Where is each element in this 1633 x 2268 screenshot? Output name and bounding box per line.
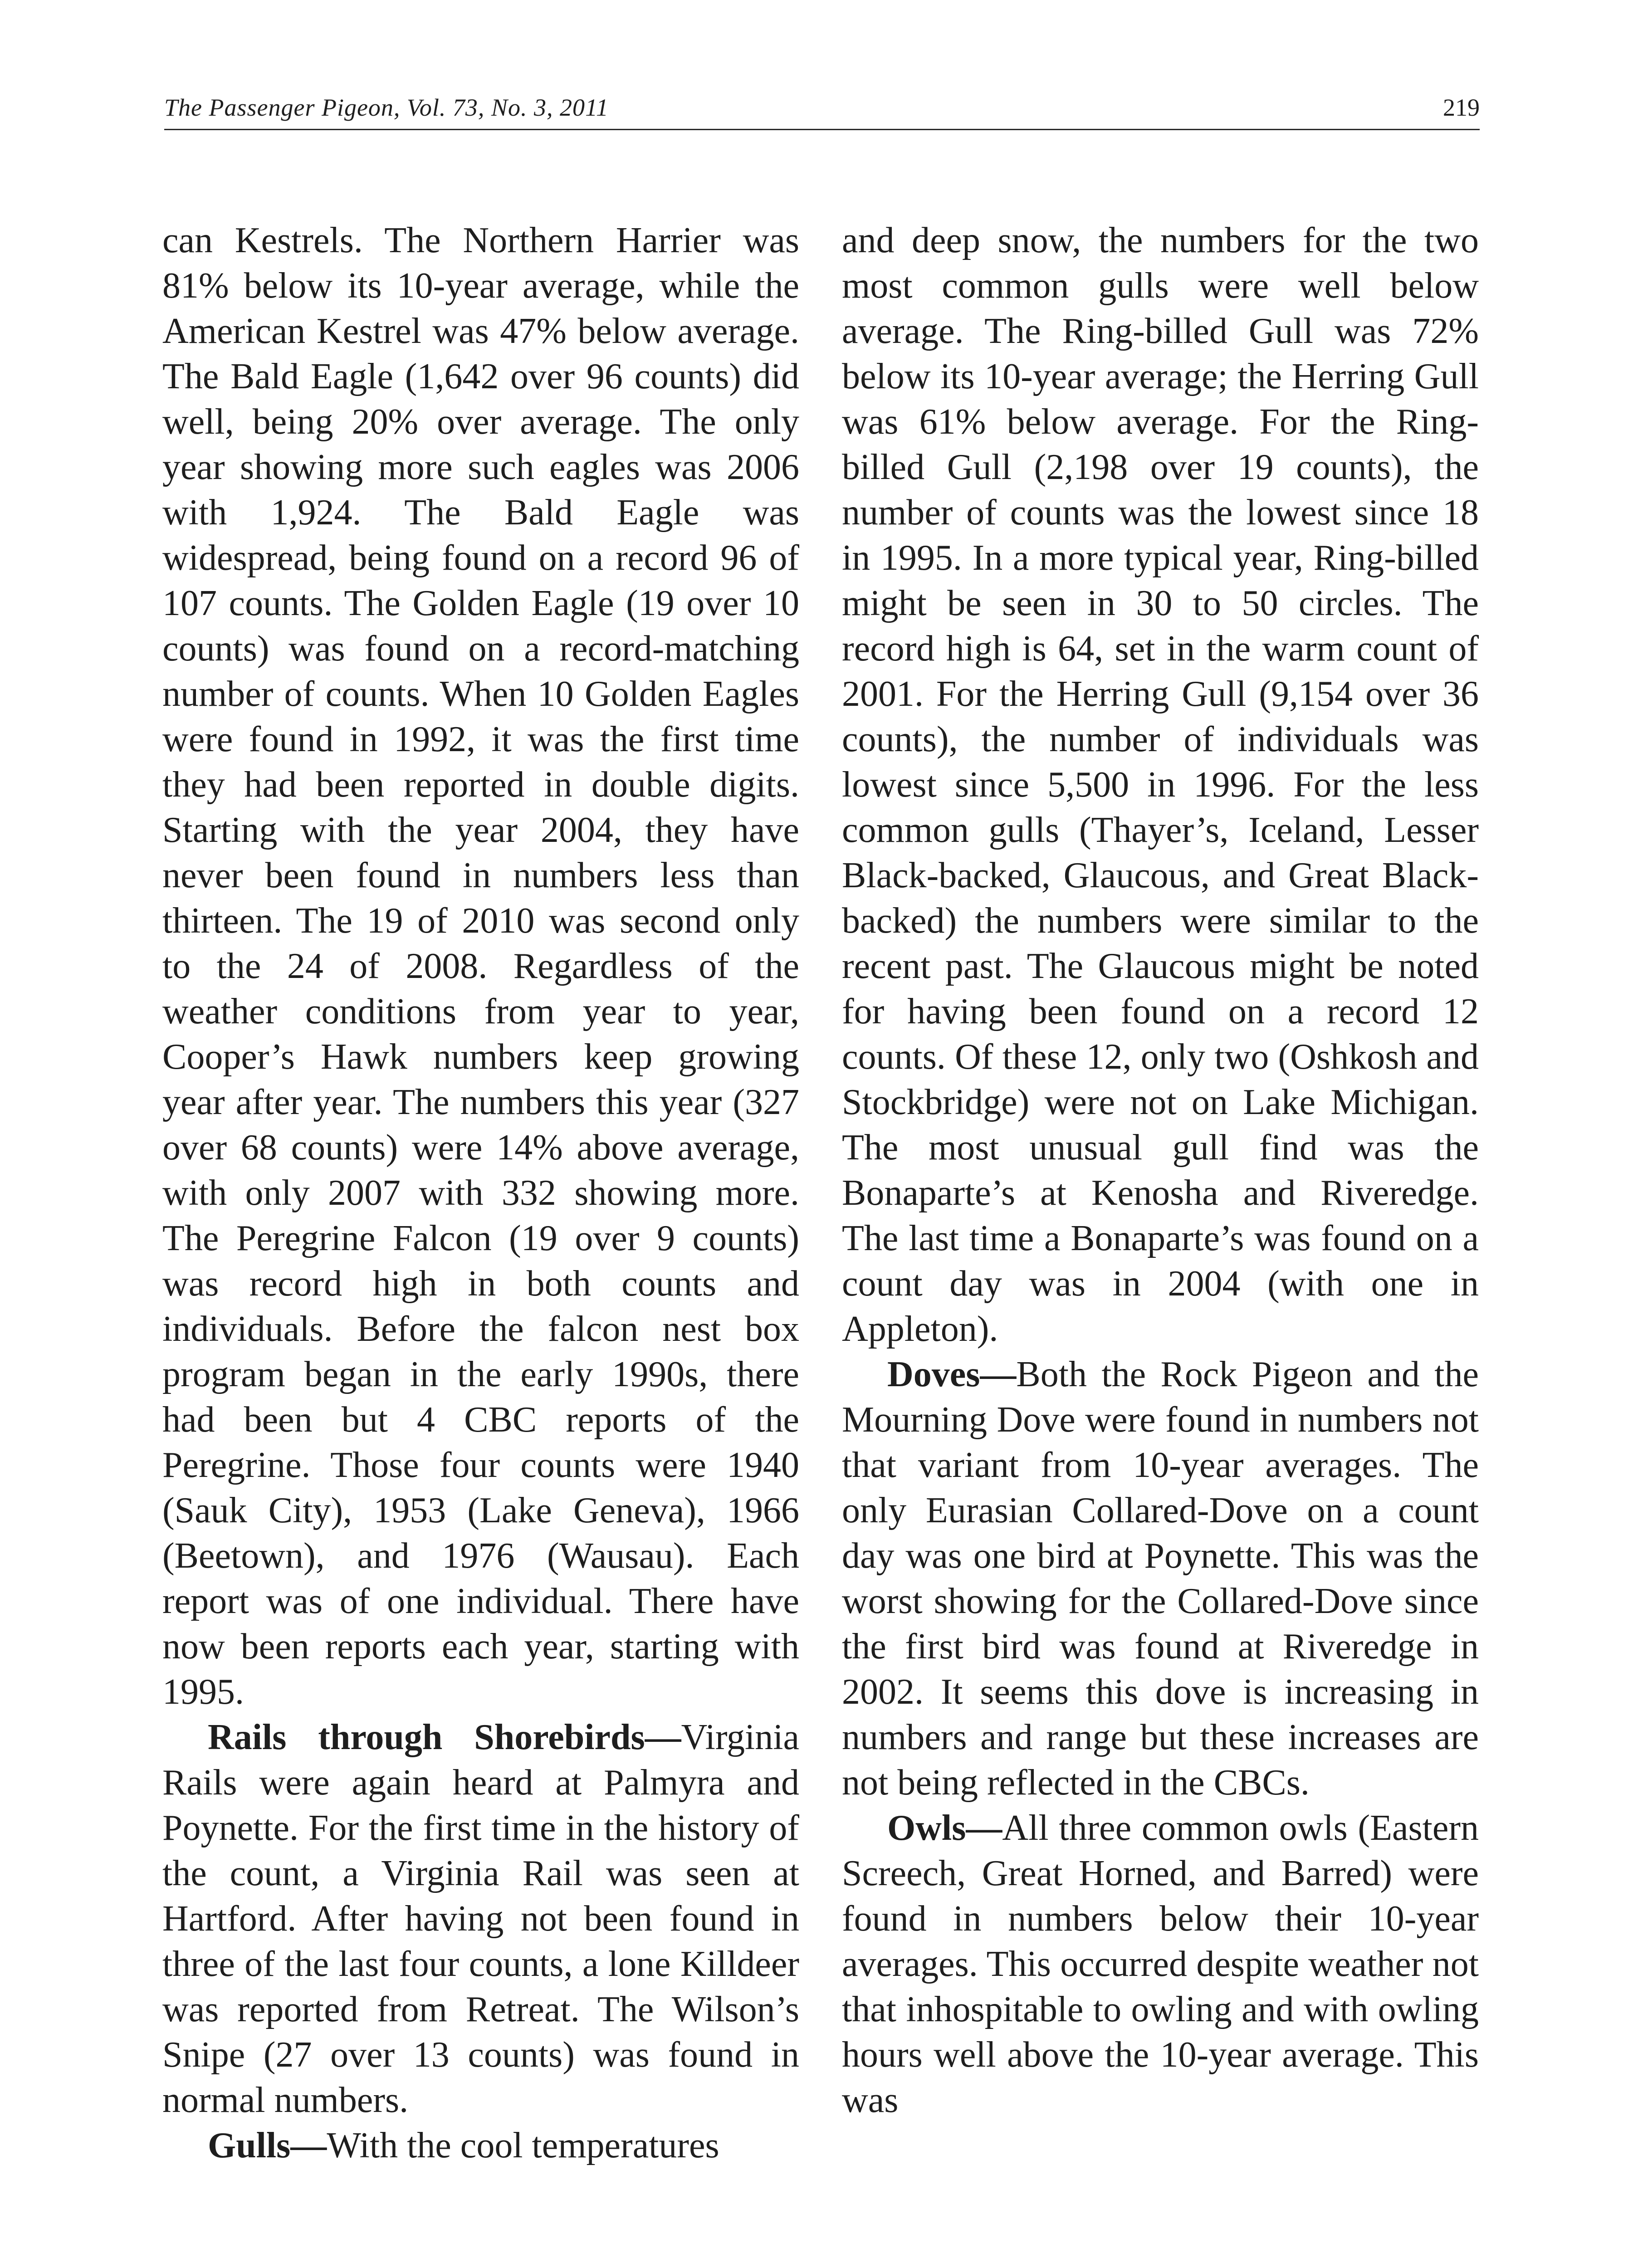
page-number: 219 [1443, 94, 1480, 121]
journal-title: The Passenger Pigeon, Vol. 73, No. 3, 2011 [164, 94, 609, 121]
left-column [162, 218, 799, 2168]
section-heading-gulls: Gulls— [208, 2126, 327, 2165]
paragraph-raptors-continued: can Kestrels. The Northern Harrier was 81% below its 10-year average, while the American Kestrel was 47% below average. The Bald Eagle (1,642 over 96 counts) did well, being 20% over average. The only year showing more such eagles was 2006 with 1,924. The Bald Eagle was widespread, being found on a record 96 of 107 counts. The Golden Eagle (19 over 10 counts) was found on a record-matching number of counts. When 10 Golden Eagles were found in 1992, it was the first time they had been reported in double digits. Starting with the year 2004, they have never been found in numbers less than thirteen. The 19 of 2010 was second only to the 24 of 2008. Regardless of the weather conditions from year to year, Cooper’s Hawk numbers keep growing year after year. The numbers this year (327 over 68 counts) were 14% above average, with only 2007 with 332 showing more. The Peregrine Falcon (19 over 9 counts) was record high in both counts and individuals. Before the falcon nest box program began in the early 1990s, there had been but 4 CBC reports of the Peregrine. Those four counts were 1940 (Sauk City), 1953 (Lake Geneva), 1966 (Beetown), and 1976 (Wausau). Each report was of one individual. There have now been reports each year, starting with 1995. [162, 220, 799, 1712]
paragraph-body: Both the Rock Pigeon and the Mourning Dove were found in numbers not that variant from 10-year averages. The only Eurasian Collared-Dove on a count day was one bird at Poynette. This was the worst showing for the Collared-Dove since the first bird was found at Riveredge in 2002. It seems this dove is increasing in numbers and range but these increases are not being reflected in the CBCs. [842, 1354, 1479, 1803]
section-heading-doves: Doves— [887, 1354, 1017, 1394]
running-header [164, 85, 1480, 130]
paragraph-gulls [162, 2123, 799, 2168]
paragraph-doves [842, 1352, 1479, 1805]
paragraph-gulls-continued: and deep snow, the numbers for the two most common gulls were well below average. The Ring-billed Gull was 72% below its 10-year average; the Herring Gull was 61% below average. For the Ring-billed Gull (2,198 over 19 counts), the number of counts was the lowest since 18 in 1995. In a more typical year, Ring-billed might be seen in 30 to 50 circles. The record high is 64, set in the warm count of 2001. For the Herring Gull (9,154 over 36 counts), the number of individuals was lowest since 5,500 in 1996. For the less common gulls (Thayer’s, Iceland, Lesser Black-backed, Glaucous, and Great Black-backed) the numbers were similar to the recent past. The Glaucous might be noted for having been found on a record 12 counts. Of these 12, only two (Oshkosh and Stockbridge) were not on Lake Michigan. The most unusual gull find was the Bonaparte’s at Kenosha and Riveredge. The last time a Bonaparte’s was found on a count day was in 2004 (with one in Appleton). [842, 220, 1479, 1349]
section-heading-owls: Owls— [887, 1808, 1002, 1848]
right-column [842, 218, 1479, 2123]
paragraph-body: All three common owls (Eastern Screech, Great Horned, and Barred) were found in numbers below their 10-year averages. This occurred despite weather not that inhospitable to owling and with owling hours well above the 10-year average. This was [842, 1808, 1479, 2120]
section-heading-rails-shorebirds: Rails through Shorebirds— [208, 1717, 681, 1757]
paragraph-body: With the cool temperatures [327, 2126, 719, 2165]
paragraph-owls [842, 1805, 1479, 2123]
paragraph-body: Virginia Rails were again heard at Palmyra and Poynette. For the first time in the history of the count, a Virginia Rail was seen at Hartford. After having not been found in three of the last four counts, a lone Killdeer was reported from Retreat. The Wilson’s Snipe (27 over 13 counts) was found in normal numbers. [162, 1717, 799, 2120]
paragraph-rails-shorebirds [162, 1715, 799, 2123]
